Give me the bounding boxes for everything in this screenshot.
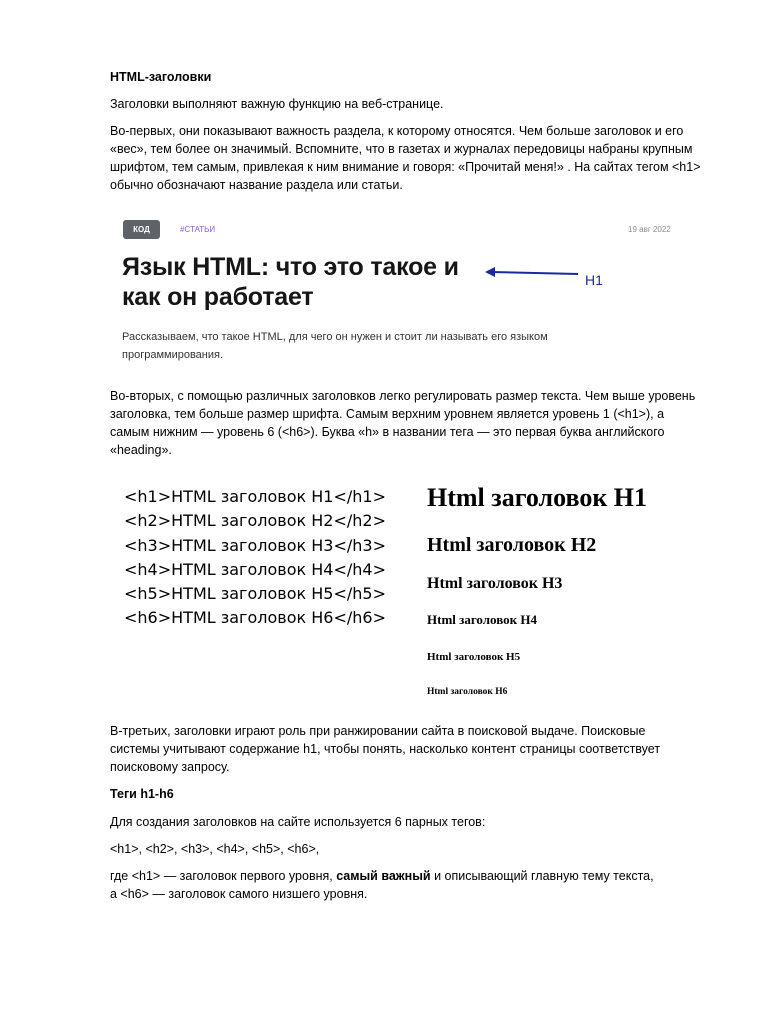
sample-h4: Html заголовок H4 bbox=[427, 612, 538, 627]
seo-paragraph: В-третьих, заголовки играют роль при ранжировании сайта в поисковой выдаче. Поисковые системы учитывают содержание h1, чтобы понять, насколько контент страницы соответствует поисковому запросу. bbox=[110, 724, 661, 774]
article-subtitle: Рассказываем, что такое HTML, для чего он нужен и стоит ли называть его языком программирования. bbox=[122, 331, 548, 361]
h1-annotation: H1 bbox=[585, 272, 603, 288]
sample-h6: Html заголовок H6 bbox=[427, 687, 508, 697]
code-line: <h6>HTML заголовок H6</h6> bbox=[124, 608, 386, 628]
size-paragraph: Во-вторых, с помощью различных заголовков легко регулировать размер текста. Чем выше уровень заголовка, тем больше размер шрифта. Самым верхним уровнем является уровень 1 (<h1>), а самым нижним — уровень 6 (<h6>). Буква «h» в названии тега — это первая буква английского «heading». bbox=[110, 389, 696, 457]
emphasis-text: самый важный bbox=[336, 869, 431, 883]
code-line: <h3>HTML заголовок H3</h3> bbox=[124, 535, 386, 555]
text-segment: и описывающий главную тему текста, bbox=[430, 869, 654, 883]
intro-paragraph: Заголовки выполняют важную функцию на веб-странице. bbox=[110, 97, 444, 111]
sample-h5: Html заголовок H5 bbox=[427, 651, 521, 663]
tags-explanation-line2: а <h6> — заголовок самого низшего уровня. bbox=[110, 887, 368, 901]
tags-explanation bbox=[110, 867, 710, 903]
code-line: <h2>HTML заголовок H2</h2> bbox=[124, 511, 386, 531]
category-badge: КОД bbox=[123, 220, 160, 239]
section-title: HTML-заголовки bbox=[110, 70, 212, 84]
tags-heading: Теги h1-h6 bbox=[110, 787, 174, 801]
article-tag: #СТАТЬИ bbox=[180, 225, 216, 234]
code-line: <h5>HTML заголовок H5</h5> bbox=[124, 584, 386, 604]
code-line: <h4>HTML заголовок H4</h4> bbox=[124, 559, 386, 579]
sample-h2: Html заголовок H2 bbox=[427, 534, 597, 556]
tags-explanation-line1 bbox=[110, 867, 710, 885]
article-screenshot bbox=[108, 212, 698, 372]
importance-paragraph: Во-первых, они показывают важность раздела, к которому относятся. Чем больше заголовок и его «вес», тем более он значимый. Вспомните, что в газетах и журналах передовицы набраны крупным шрифтом, тем самым, привлекая к ним внимание и говоря: «Прочитай меня!» . На сайтах тегом <h1> обычно обозначают название раздела или статьи. bbox=[110, 124, 701, 192]
tags-intro: Для создания заголовков на сайте используется 6 парных тегов: bbox=[110, 815, 486, 829]
code-line: <h1>HTML заголовок H1</h1> bbox=[124, 487, 386, 506]
article-title: Язык HTML: что это такое и как он работает bbox=[122, 253, 459, 311]
article-date: 19 авг 2022 bbox=[628, 225, 671, 234]
text-segment: где <h1> — заголовок первого уровня, bbox=[110, 869, 337, 883]
arrow-left-icon bbox=[483, 264, 583, 284]
sample-h3: Html заголовок H3 bbox=[427, 575, 563, 592]
sample-h1: Html заголовок H1 bbox=[427, 483, 648, 512]
tags-list: <h1>, <h2>, <h3>, <h4>, <h5>, <h6>, bbox=[110, 842, 320, 856]
heading-code-list bbox=[124, 485, 404, 631]
